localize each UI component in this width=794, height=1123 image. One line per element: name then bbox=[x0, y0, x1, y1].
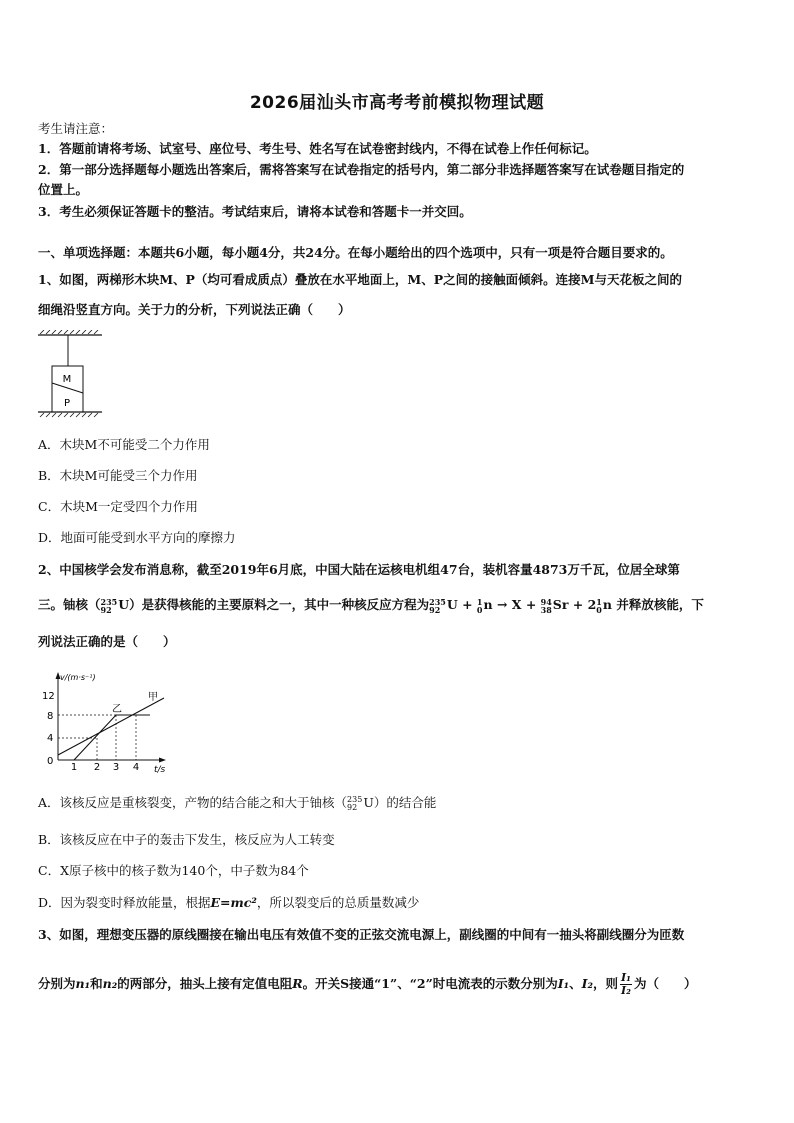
q1-option-b: B．木块M可能受三个力作用 bbox=[38, 468, 198, 483]
q2-text-e: Sr + 2 bbox=[552, 597, 597, 612]
x-tick-3: 3 bbox=[112, 762, 120, 773]
q2-option-d: D．因为裂变时释放能量，根据E=mc²，所以裂变后的总质量数减少 bbox=[38, 895, 420, 910]
q3-stem-line2: 分别为n₁和n₂的两部分，抽头上接有定值电阻R。开关S接通“1”、“2”时电流表的示数分别为I₁、I₂，则 $\frac{\text{I₁}}{\text{I₂}}$ 为（ ） bbox=[38, 971, 697, 997]
notice-heading: 考生请注意： bbox=[38, 121, 114, 136]
q1-option-d: D．地面可能受到水平方向的摩擦力 bbox=[38, 530, 236, 545]
line-yi bbox=[74, 715, 150, 760]
q2-stem-line1: 2、中国核学会发布消息称，截至2019年6月底，中国大陆在运核电机组47台，装机容量4873万千瓦，位居全球第 bbox=[38, 562, 680, 577]
label-yi: 乙 bbox=[112, 704, 122, 715]
x-tick-2: 2 bbox=[93, 762, 101, 773]
current-ratio-fraction: $\frac{\text{I₁}}{\text{I₂}}$ bbox=[620, 971, 631, 997]
q2-text-a: 三。铀核（ bbox=[38, 597, 101, 612]
neutron-isotope: 1 0 bbox=[476, 596, 483, 615]
x-axis-arrow bbox=[159, 758, 166, 763]
q2-vt-graph bbox=[36, 668, 176, 776]
y-tick-8: 8 bbox=[47, 711, 54, 722]
var-n1: n₁ bbox=[75, 976, 91, 991]
q1-option-c: C．木块M一定受四个力作用 bbox=[38, 499, 198, 514]
ceiling-hatch bbox=[40, 330, 98, 334]
u235-isotope-a: 235 92 bbox=[100, 596, 118, 615]
u235-isotope: 235 92 bbox=[429, 596, 446, 615]
block-m-label: M bbox=[62, 374, 72, 385]
section-heading: 一、单项选择题：本题共6小题，每小题4分，共24分。在每小题给出的四个选项中，只有一项是符合题目要求的。 bbox=[38, 245, 673, 260]
y-tick-0: 0 bbox=[47, 756, 54, 767]
ground-hatch bbox=[40, 413, 98, 417]
q2-option-a: A．该核反应是重核裂变，产物的结合能之和大于铀核（ 235 92 U）的结合能 bbox=[38, 794, 437, 812]
q1-stem-line2: 细绳沿竖直方向。关于力的分析，下列说法正确（ ） bbox=[38, 302, 351, 317]
notice-item-2-cont: 位置上。 bbox=[38, 182, 89, 197]
q1-stem-line1: 1、如图，两梯形木块M、P（均可看成质点）叠放在水平地面上，M、P之间的接触面倾斜。连接M与天花板之间的 bbox=[38, 272, 683, 287]
x-tick-1: 1 bbox=[70, 762, 78, 773]
energy-formula: E=mc² bbox=[210, 895, 257, 910]
q1-figure bbox=[36, 330, 108, 424]
q1-option-a: A．木块M不可能受二个力作用 bbox=[38, 437, 210, 452]
label-jia: 甲 bbox=[148, 692, 158, 703]
q2-stem-line2 bbox=[38, 597, 704, 614]
var-n2: n₂ bbox=[102, 976, 118, 991]
var-r: R bbox=[292, 976, 303, 991]
u235-isotope-opt: 235 92 bbox=[347, 794, 363, 812]
sr94-isotope: 94 38 bbox=[540, 596, 552, 615]
q2-option-b: B．该核反应在中子的轰击下发生，核反应为人工转变 bbox=[38, 832, 335, 847]
q2-option-c: C．X原子核中的核子数为140个，中子数为84个 bbox=[38, 863, 309, 878]
y-axis-label: v/(m·s⁻¹) bbox=[60, 673, 96, 682]
notice-item-1: 1．答题前请将考场、试室号、座位号、考生号、姓名写在试卷密封线内，不得在试卷上作任何标记。 bbox=[38, 141, 597, 156]
y-tick-12: 12 bbox=[42, 691, 55, 702]
block-p-label: P bbox=[63, 398, 71, 409]
var-i1: I₁ bbox=[557, 976, 570, 991]
q2-text-f: n 并释放核能，下 bbox=[602, 597, 704, 612]
q3-stem-line1: 3、如图，理想变压器的原线圈接在输出电压有效值不变的正弦交流电源上，副线圈的中间有一抽头将副线圈分为匝数 bbox=[38, 927, 685, 942]
q2-text-d: n → X + bbox=[483, 597, 537, 612]
x-axis-label: t/s bbox=[154, 765, 166, 775]
q2-text-b: U）是获得核能的主要原料之一，其中一种核反应方程为 bbox=[118, 597, 430, 612]
q2-text-c: U + bbox=[446, 597, 473, 612]
notice-item-3: 3．考生必须保证答题卡的整洁。考试结束后，请将本试卷和答题卡一并交回。 bbox=[38, 204, 472, 219]
var-i2: I₂ bbox=[581, 976, 593, 991]
x-tick-4: 4 bbox=[132, 762, 140, 773]
notice-item-2: 2．第一部分选择题每小题选出答案后，需将答案写在试卷指定的括号内，第二部分非选择题答案写在试卷题目指定的 bbox=[38, 162, 685, 177]
line-jia bbox=[58, 698, 164, 755]
page-title: 2026届汕头市高考考前模拟物理试题 bbox=[249, 93, 545, 113]
neutron-isotope-2: 1 0 bbox=[596, 596, 602, 615]
q2-stem-line3: 列说法正确的是（ ） bbox=[38, 634, 176, 649]
y-tick-4: 4 bbox=[47, 733, 54, 744]
